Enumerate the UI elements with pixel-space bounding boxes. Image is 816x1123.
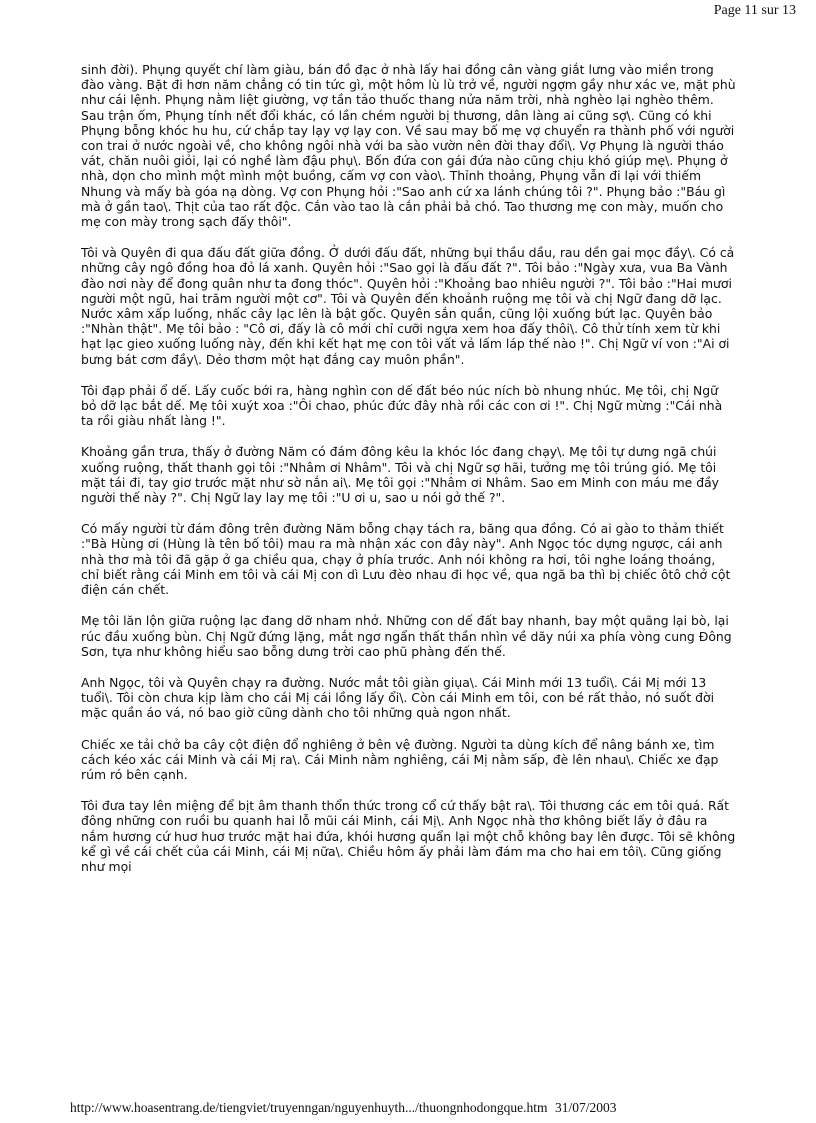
paragraph-5: Có mấy người từ đám đông trên đường Năm bỗng chạy tách ra, băng qua đồng. Có ai gào to thảm thiết :"Bà Hùng ơi (Hùng là tên bố tôi) mau ra mà nhận xác con đây này". Anh Ngọc tóc dựng ngược, cái anh nhà thơ mà tôi đã gặp ở ga chiều qua, chạy ở phía trước. Anh nói không ra hơi, tôi nghe loáng thoáng, chỉ biết rằng cái Minh em tôi và cái Mị con dì Lưu đèo nhau đi học về, qua ngã ba thì bị chiếc ôtô chở cột điện cán chết. bbox=[81, 521, 731, 598]
print-date: 31/07/2003 bbox=[554, 1100, 617, 1115]
paragraph-2: Tôi và Quyên đi qua đấu đất giữa đồng. Ở dưới đấu đất, những bụi thầu dầu, rau dền gai mọc đầy\. Có cả những cây ngô đồng hoa đỏ lá xanh. Quyên hỏi :"Sao gọi là đấu đất ?". Tôi bảo :"Ngày xưa, vua Ba Vành đào nơi này để đong quân như ta đong thóc". Quyên hỏi :"Khoảng bao nhiêu người ?". Tôi bảo :"Hai mươi người một ngũ, hai trăm người một cơ". Tôi và Quyên đến khoảnh ruộng mẹ tôi và chị Ngữ đang dỡ lạc. Nước xâm xấp luống, nhấc cây lạc lên là bật gốc. Quyên sắn quần, cũng lội xuống bứt lạc. Quyên bảo :"Nhàn thật". Mẹ tôi bảo : "Cô ơi, đấy là cô mới chỉ cưỡi ngựa xem hoa đấy thôi\. Cô thử tính xem từ khi hạt lạc gieo xuống luống này, đến khi kết hạt mẹ con tôi vất vả lấm láp thế nào !". Chị Ngữ ví von :"Ai ơi bưng bát cơm đầy\. Dẻo thơm một hạt đắng cay muôn phần". bbox=[81, 245, 735, 367]
paragraph-9: Tôi đưa tay lên miệng để bịt âm thanh thổn thức trong cổ cứ thấy bật ra\. Tôi thương các em tôi quá. Rất đông những con ruồi bu quanh hai lỗ mũi cái Minh, cái Mị\. Anh Ngọc nhà thơ không biết lấy ở đâu ra nắm hương cứ huơ huơ trước mặt hai đứa, khói hương quẩn lại một chỗ không bay lên được. Tôi sẽ không kể gì về cái chết của cái Minh, cái Mị nữa\. Chiều hôm ấy phải làm đám ma cho hai em tôi\. Cũng giống như mọi bbox=[81, 798, 736, 874]
page-footer bbox=[70, 1100, 770, 1116]
paragraph-7: Anh Ngọc, tôi và Quyên chạy ra đường. Nước mắt tôi giàn giụa\. Cái Minh mới 13 tuổi\. Cái Mị mới 13 tuổi\. Tôi còn chưa kịp làm cho cái Mị cái lồng lấy ổi\. Còn cái Minh em tôi, con bé rất thảo, nó suốt đời mặc quần áo vá, nó bao giờ cũng dành cho tôi những quà ngon nhất. bbox=[81, 674, 715, 721]
page-number: Page 11 sur 13 bbox=[713, 3, 796, 18]
paragraph-6: Mẹ tôi lăn lộn giữa ruộng lạc đang dỡ nham nhở. Những con dế đất bay nhanh, bay một quãng lại bò, lại rúc đầu xuống bùn. Chị Ngữ đứng lặng, mắt ngơ ngẩn thất thần nhìn về dãy núi xa phía vòng cung Đông Sơn, tựa như không hiểu sao bỗng dưng trời cao phũ phàng đến thế. bbox=[81, 613, 732, 659]
paragraph-8: Chiếc xe tải chở ba cây cột điện đổ nghiêng ở bên vệ đường. Người ta dùng kích để nâng bánh xe, tìm cách kéo xác cái Minh và cái Mị ra\. Cái Minh nằm nghiêng, cái Mị nằm sấp, đè lên nhau\. Chiếc xe đạp rúm ró bên cạnh. bbox=[81, 736, 719, 782]
paragraph-3: Tôi đạp phải ổ dế. Lấy cuốc bới ra, hàng nghìn con dế đất béo núc ních bò nhung nhúc. Mẹ tôi, chị Ngữ bỏ dỡ lạc bắt dế. Mẹ tôi xuýt xoa :"Ôi chao, phúc đức đây nhà rồi các con ơi !". Chị Ngữ mừng :"Cái nhà ta rồi giàu nhất làng !". bbox=[81, 382, 723, 429]
paragraph-1: sinh đời). Phụng quyết chí làm giàu, bán đồ đạc ở nhà lấy hai đồng cân vàng giắt lưng vào miền trong đào vàng. Bặt đi hơn năm chẳng có tin tức gì, một hôm lù lù trở về, người ngợm gầy như xác ve, mặt phù như cái lệnh. Phụng nằm liệt giường, vợ tần tảo thuốc thang nửa năm trời, nhà nghèo lại nghèo thêm. Sau trận ốm, Phụng tính nết đổi khác, có lần chém người bị thương, dân làng ai cũng sợ\. Cũng có khi Phụng bỗng khóc hu hu, cứ chắp tay lạy vợ lạy con. Về sau may bố mẹ vợ chuyển ra thành phố với người con trai ở nước ngoài về, cho không ngôi nhà với ba sào vườn nên đời thay đổi\. Vợ Phụng là người tháo vát, chăn nuôi giỏi, lại có nghề làm đậu phụ\. Bốn đứa con gái đứa nào cũng chịu khó giúp mẹ\. Phụng ở nhà, dọn cho mình một mình một buồng, cấm vợ con vào\. Thỉnh thoảng, Phụng vẫn đi lại với thiếm Nhung và mấy bà góa nạ dòng. Vợ con Phụng hỏi :"Sao anh cứ xa lánh chúng tôi ?". Phụng bảo :"Báu gì mà ở gần tao\. Thịt của tao rất độc. Cắn vào tao là cắn phải bả chó. Tao thương mẹ con mày, muốn cho mẹ con mày trong sạch đấy thôi". bbox=[81, 62, 736, 230]
source-url: http://www.hoasentrang.de/tiengviet/truyenngan/nguyenhuyth.../thuongnhodongque.htm bbox=[70, 1100, 548, 1115]
document-body bbox=[81, 62, 736, 1064]
paragraph-4: Khoảng gần trưa, thấy ở đường Năm có đám đông kêu la khóc lóc đang chạy\. Mẹ tôi tự dưng ngã chúi xuống ruộng, thất thanh gọi tôi :"Nhâm ơi Nhâm". Tôi và chị Ngữ sợ hãi, tưởng mẹ tôi trúng gió. Mẹ tôi mặt tái đi, tay giơ trước mặt như sờ nắn ai\. Mẹ tôi gọi :"Nhâm ơi Nhâm. Sao em Minh con máu me đầy người thế này ?". Chị Ngữ lay lay mẹ tôi :"U ơi u, sao u nói gở thế ?". bbox=[81, 444, 719, 506]
